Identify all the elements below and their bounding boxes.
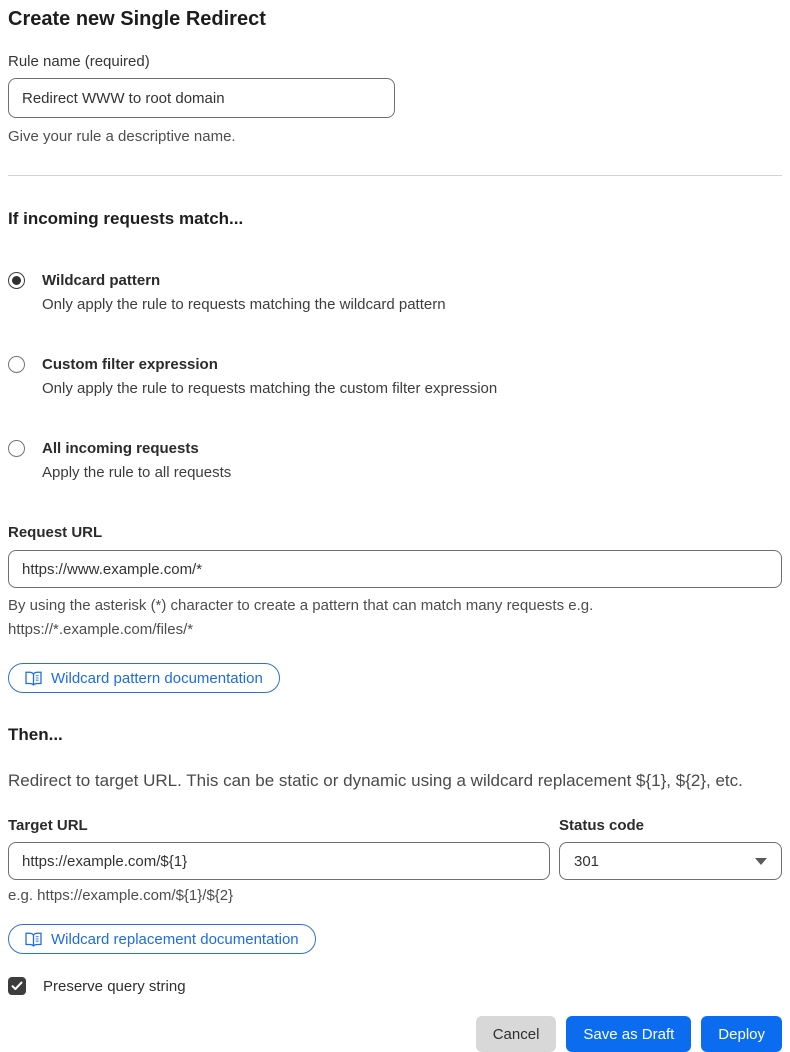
status-code-select[interactable]	[559, 842, 782, 880]
deploy-button[interactable]: Deploy	[701, 1016, 782, 1052]
radio-option-wildcard-pattern[interactable]	[8, 272, 782, 313]
save-as-draft-button[interactable]: Save as Draft	[566, 1016, 691, 1052]
radio-description: Only apply the rule to requests matching the custom filter expression	[42, 380, 498, 397]
rule-name-label: Rule name (required)	[8, 53, 150, 70]
wildcard-pattern-docs-button[interactable]	[8, 663, 280, 693]
request-url-label: Request URL	[8, 524, 103, 541]
wildcard-replacement-docs-button[interactable]	[8, 924, 316, 954]
wildcard-pattern-docs-label: Wildcard pattern documentation	[51, 669, 263, 687]
rule-name-input[interactable]	[8, 78, 395, 118]
chevron-down-icon	[755, 858, 767, 865]
book-icon	[25, 671, 42, 686]
radio-option-custom-filter-expression[interactable]	[8, 356, 782, 397]
radio-label: All incoming requests	[42, 440, 199, 457]
radio-label: Wildcard pattern	[42, 272, 161, 289]
request-url-helper-line1: By using the asterisk (*) character to create a pattern that can match many requests e.g.	[8, 597, 594, 614]
radio-icon[interactable]	[8, 356, 25, 373]
radio-icon[interactable]	[8, 272, 25, 289]
footer-actions	[8, 1016, 782, 1052]
rule-name-helper: Give your rule a descriptive name.	[8, 128, 236, 145]
match-section-heading: If incoming requests match...	[8, 209, 244, 228]
target-url-label: Target URL	[8, 817, 88, 834]
radio-description: Apply the rule to all requests	[42, 464, 232, 481]
then-section-description: Redirect to target URL. This can be static or dynamic using a wildcard replacement ${1}, ${2}, etc.	[8, 771, 743, 790]
cancel-button[interactable]: Cancel	[476, 1016, 557, 1052]
radio-label: Custom filter expression	[42, 356, 218, 373]
request-url-helper	[8, 594, 782, 642]
then-section-heading: Then...	[8, 725, 63, 744]
radio-icon[interactable]	[8, 440, 25, 457]
section-divider	[8, 175, 782, 176]
radio-description: Only apply the rule to requests matching the wildcard pattern	[42, 296, 446, 313]
status-code-label: Status code	[559, 817, 645, 834]
wildcard-replacement-docs-label: Wildcard replacement documentation	[51, 930, 299, 948]
request-url-helper-line2: https://*.example.com/files/*	[8, 621, 194, 638]
target-url-helper: e.g. https://example.com/${1}/${2}	[8, 887, 234, 904]
preserve-query-string-checkbox-row[interactable]	[8, 977, 782, 995]
radio-dot	[12, 276, 21, 285]
radio-option-all-incoming-requests[interactable]	[8, 440, 782, 481]
page-title: Create new Single Redirect	[8, 8, 266, 30]
target-url-input[interactable]	[8, 842, 550, 880]
request-url-input[interactable]	[8, 550, 782, 588]
target-status-row	[8, 817, 782, 904]
book-icon	[25, 932, 42, 947]
checkbox-icon[interactable]	[8, 977, 26, 995]
status-code-value: 301	[574, 852, 600, 870]
preserve-query-string-label: Preserve query string	[43, 977, 186, 995]
checkmark-icon	[11, 981, 23, 991]
